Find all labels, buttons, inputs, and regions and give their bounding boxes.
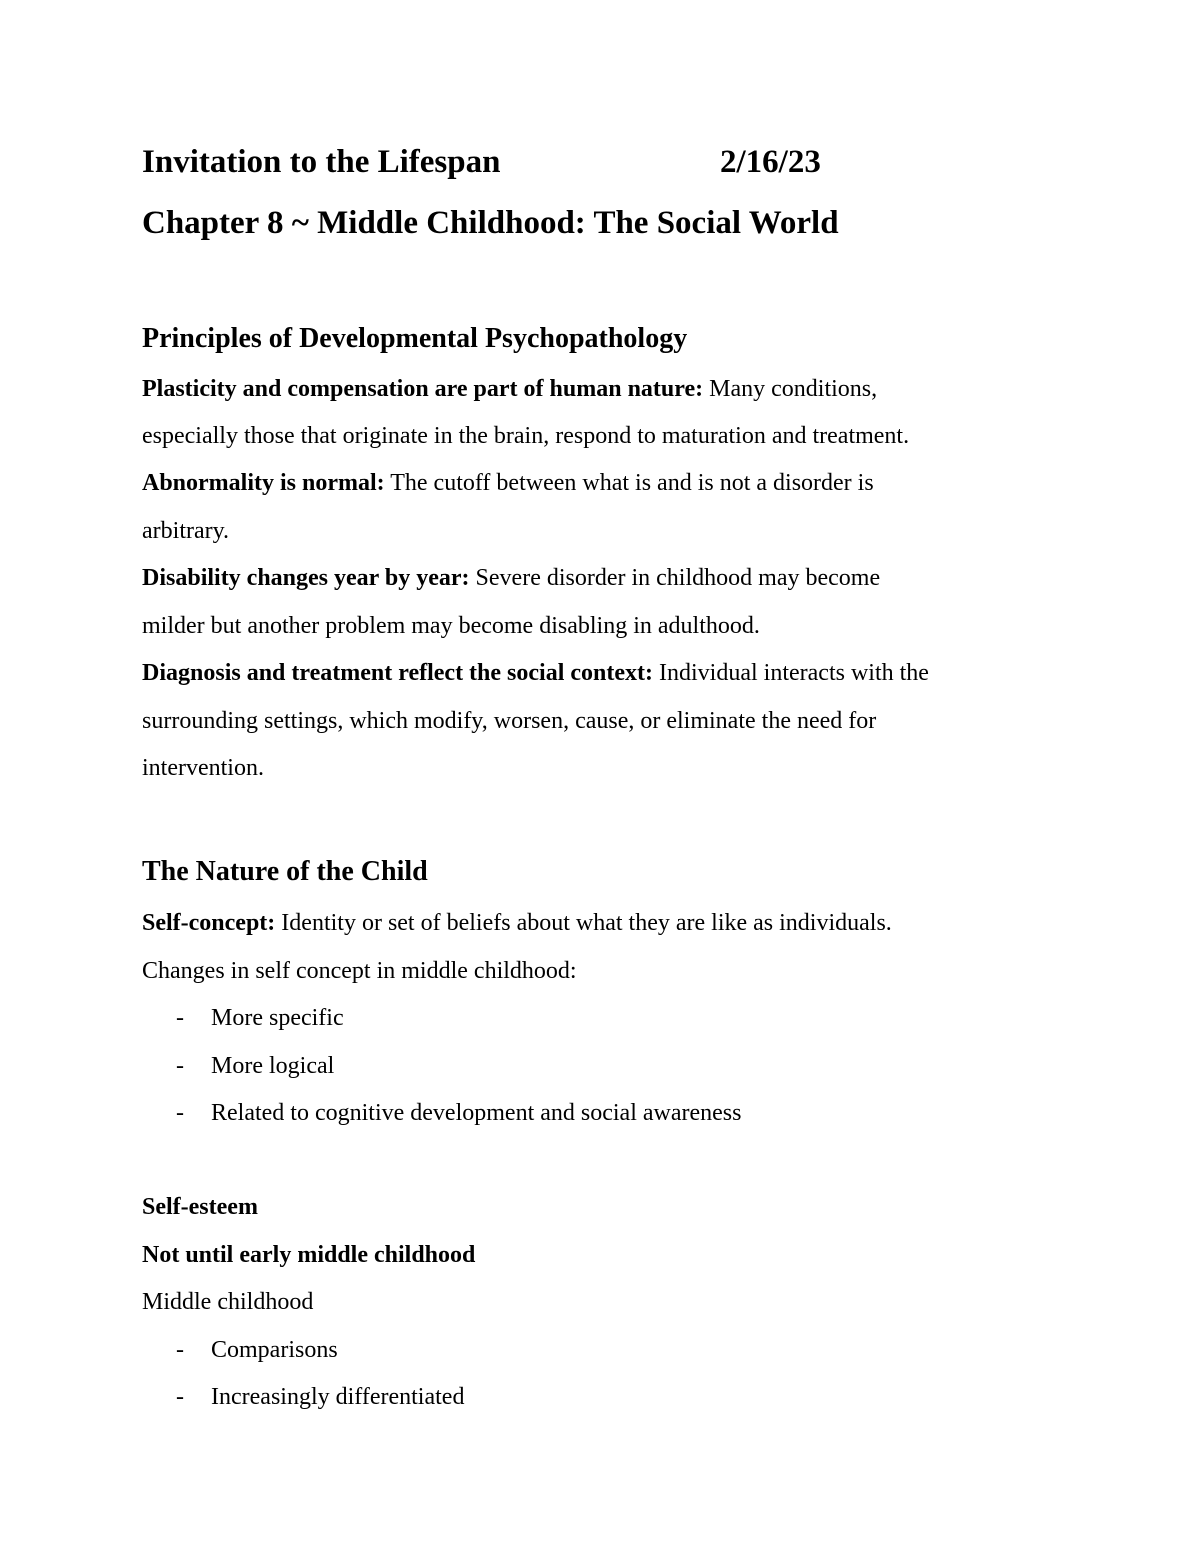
principle-definition: Individual interacts with the [653, 660, 929, 686]
list-item [176, 1334, 338, 1366]
list-item-text: Comparisons [211, 1337, 338, 1363]
list-item-text: Related to cognitive development and social awareness [211, 1100, 742, 1126]
self-esteem-heading: Self-esteem [142, 1194, 258, 1220]
self-concept-definition: Identity or set of beliefs about what they are like as individuals. [275, 910, 892, 936]
principles-heading: Principles of Developmental Psychopathology [142, 323, 688, 354]
principle-diagnosis-line2: surrounding settings, which modify, worsen, cause, or eliminate the need for [142, 708, 877, 734]
course-title: Invitation to the Lifespan [142, 144, 501, 180]
nature-heading: The Nature of the Child [142, 856, 428, 887]
bullet-dash: - [176, 1005, 184, 1031]
self-concept-term: Self-concept: [142, 910, 276, 936]
changes-intro: Changes in self concept in middle childhood: [142, 958, 577, 984]
principle-disability-line2: milder but another problem may become disabling in adulthood. [142, 613, 760, 639]
not-until-heading: Not until early middle childhood [142, 1242, 476, 1268]
principle-abnormality-line1 [142, 467, 874, 499]
list-item-text: More specific [211, 1005, 344, 1031]
middle-childhood-label: Middle childhood [142, 1289, 314, 1315]
bullet-dash: - [176, 1053, 184, 1079]
list-item [176, 1097, 741, 1129]
list-item-text: Increasingly differentiated [211, 1384, 465, 1410]
list-item [176, 1381, 464, 1413]
list-item [176, 1002, 344, 1034]
document-date: 2/16/23 [720, 144, 821, 180]
self-concept-line [142, 907, 892, 939]
list-item [176, 1050, 334, 1082]
principle-term: Disability changes year by year: [142, 565, 470, 591]
principle-term: Diagnosis and treatment reflect the social context: [142, 660, 654, 686]
principle-abnormality-line2: arbitrary. [142, 518, 230, 544]
principle-definition: The cutoff between what is and is not a disorder is [384, 470, 874, 496]
principle-term: Abnormality is normal: [142, 470, 385, 496]
bullet-dash: - [176, 1384, 184, 1410]
principle-plasticity-line2: especially those that originate in the brain, respond to maturation and treatment. [142, 423, 910, 449]
list-item-text: More logical [211, 1053, 335, 1079]
bullet-dash: - [176, 1337, 184, 1363]
principle-diagnosis-line1 [142, 657, 929, 689]
bullet-dash: - [176, 1100, 184, 1126]
principle-definition: Many conditions, [703, 376, 878, 402]
principle-definition: Severe disorder in childhood may become [469, 565, 881, 591]
principle-diagnosis-line3: intervention. [142, 755, 264, 781]
principle-disability-line1 [142, 562, 880, 594]
principle-plasticity-line1 [142, 373, 877, 405]
chapter-title: Chapter 8 ~ Middle Childhood: The Social World [142, 205, 839, 241]
principle-term: Plasticity and compensation are part of human nature: [142, 376, 704, 402]
